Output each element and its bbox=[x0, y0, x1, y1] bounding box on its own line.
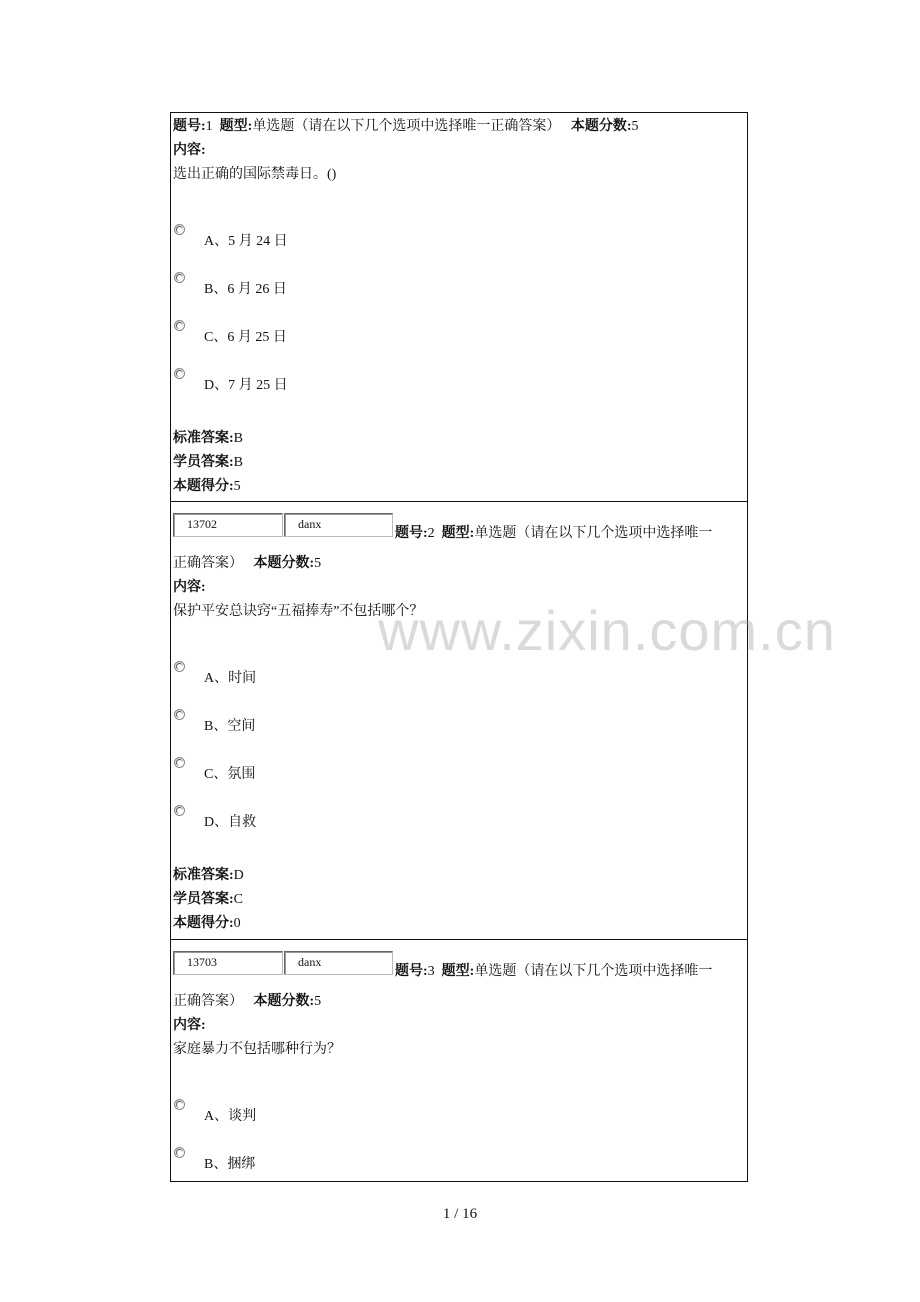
q3-header-cont: 正确答案） 本题分数:5 bbox=[173, 994, 322, 1009]
q1-option-c[interactable]: C、6 月 25 日 bbox=[173, 320, 373, 346]
radio-icon[interactable] bbox=[174, 272, 185, 283]
q1-header: 题号:1 题型:单选题（请在以下几个选项中选择唯一正确答案） 本题分数:5 bbox=[173, 119, 639, 134]
q3-header: 题号:3 题型:单选题（请在以下几个选项中选择唯一 bbox=[395, 964, 713, 979]
q2-block bbox=[171, 502, 747, 939]
q2-standard-answer: 标准答案:D bbox=[173, 868, 244, 883]
q2-option-a[interactable]: A、时间 bbox=[173, 661, 373, 687]
q1-score: 本题得分:5 bbox=[173, 479, 241, 494]
q1-content: 选出正确的国际禁毒日。() bbox=[173, 167, 337, 182]
q1-option-b[interactable]: B、6 月 26 日 bbox=[173, 272, 373, 298]
q2-score: 本题得分:0 bbox=[173, 916, 241, 931]
q1-standard-answer: 标准答案:B bbox=[173, 431, 244, 446]
radio-icon[interactable] bbox=[174, 709, 185, 720]
page-number: 1 / 16 bbox=[442, 1206, 478, 1222]
q2-id-field[interactable]: 13702 bbox=[173, 513, 283, 537]
q3-content-label: 内容: bbox=[173, 1018, 206, 1033]
q2-header-cont: 正确答案） 本题分数:5 bbox=[173, 556, 322, 571]
radio-icon[interactable] bbox=[174, 224, 185, 235]
q3-option-b[interactable]: B、捆绑 bbox=[173, 1147, 373, 1173]
q1-student-answer: 学员答案:B bbox=[173, 455, 244, 470]
q2-type-field[interactable]: danx bbox=[284, 513, 393, 537]
q3-content: 家庭暴力不包括哪种行为？ bbox=[173, 1042, 341, 1057]
q3-type-field[interactable]: danx bbox=[284, 951, 393, 975]
radio-icon[interactable] bbox=[174, 805, 185, 816]
q2-header: 题号:2 题型:单选题（请在以下几个选项中选择唯一 bbox=[395, 526, 713, 541]
watermark: www.zixin.com.cn bbox=[378, 599, 836, 662]
radio-icon[interactable] bbox=[174, 368, 185, 379]
radio-icon[interactable] bbox=[174, 1099, 185, 1110]
radio-icon[interactable] bbox=[174, 320, 185, 331]
q1-option-d[interactable]: D、7 月 25 日 bbox=[173, 368, 373, 394]
q2-option-d[interactable]: D、自救 bbox=[173, 805, 373, 831]
q2-option-b[interactable]: B、空间 bbox=[173, 709, 373, 735]
q2-content-label: 内容: bbox=[173, 580, 206, 595]
radio-icon[interactable] bbox=[174, 1147, 185, 1158]
q2-student-answer: 学员答案:C bbox=[173, 892, 244, 907]
q3-block bbox=[171, 940, 747, 1180]
q2-option-c[interactable]: C、氛围 bbox=[173, 757, 373, 783]
q1-option-a[interactable]: A、5 月 24 日 bbox=[173, 224, 373, 250]
q1-content-label: 内容: bbox=[173, 143, 206, 158]
radio-icon[interactable] bbox=[174, 661, 185, 672]
q3-id-field[interactable]: 13703 bbox=[173, 951, 283, 975]
q3-option-a[interactable]: A、谈判 bbox=[173, 1099, 373, 1125]
q2-content: 保护平安总诀窍“五福捧寿”不包括哪个？ bbox=[173, 604, 424, 619]
radio-icon[interactable] bbox=[174, 757, 185, 768]
